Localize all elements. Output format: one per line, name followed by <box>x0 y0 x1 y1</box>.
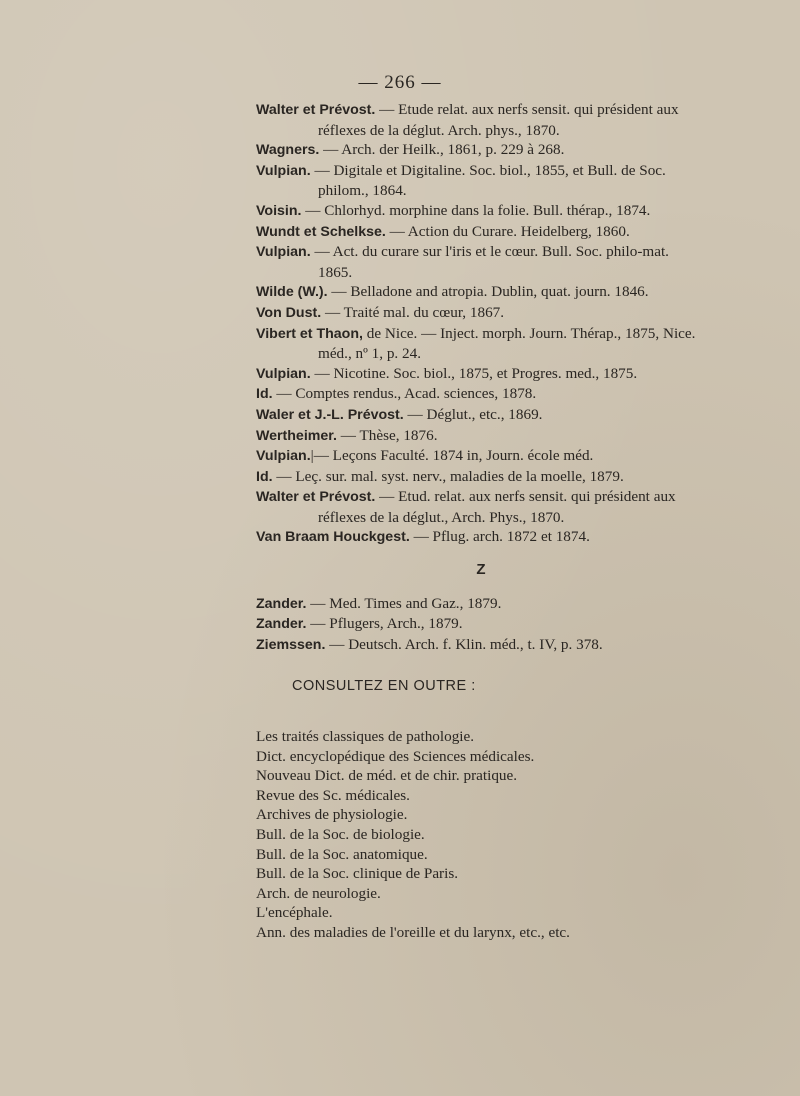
entry-text: |— Leçons Faculté. 1874 in, Journ. école méd. <box>310 447 594 465</box>
reference-item: Arch. de neurologie. <box>256 884 381 902</box>
section-letter-z: Z <box>476 561 486 579</box>
bibliography-entry <box>256 384 706 405</box>
bibliography-entry <box>256 446 706 467</box>
entry-author: Von Dust. <box>256 304 322 321</box>
bibliography-entries-v-w <box>256 100 706 548</box>
reference-list <box>256 727 706 943</box>
entry-author: Id. <box>256 386 273 403</box>
bibliography-entry <box>256 426 706 447</box>
entry-author: Waler et J.-L. Prévost. <box>256 406 404 423</box>
bibliography-entry <box>256 100 706 140</box>
bibliography-entry <box>256 594 706 615</box>
reference-item: Bull. de la Soc. clinique de Paris. <box>256 865 459 883</box>
entry-text: — Pflugers, Arch., 1879. <box>306 615 463 633</box>
entry-text: — Action du Curare. Heidelberg, 1860. <box>385 222 630 240</box>
bibliography <box>256 100 706 943</box>
page-number: — 266 — <box>358 72 442 93</box>
entry-text: — Traité mal. du cœur, 1867. <box>321 303 505 321</box>
entry-text: — Etud. relat. aux nerfs sensit. qui président aux réflexes de la déglut., Arch. Phys., 1870. <box>318 488 676 526</box>
reference-item: Bull. de la Soc. anatomique. <box>256 845 428 863</box>
entry-author: Vibert et Thaon, <box>256 325 363 342</box>
entry-author: Wundt et Schelkse. <box>256 223 386 240</box>
entry-text: — Pflug. arch. 1872 et 1874. <box>409 528 590 546</box>
bibliography-entry <box>256 527 706 548</box>
bibliography-entry <box>256 140 706 161</box>
reference-item: Bull. de la Soc. de biologie. <box>256 826 425 843</box>
entry-author: Zander. <box>256 616 307 633</box>
reference-item: Archives de physiologie. <box>256 806 408 824</box>
bibliography-entries-z <box>256 594 706 656</box>
bibliography-entry <box>256 487 706 527</box>
bibliography-entry <box>256 201 706 222</box>
bibliography-entry <box>256 303 706 324</box>
entry-author: Wertheimer. <box>256 427 337 444</box>
bibliography-entry <box>256 242 706 282</box>
bibliography-entry <box>256 222 706 243</box>
reference-item: L'encéphale. <box>256 904 333 922</box>
entry-text: — Chlorhyd. morphine dans la folie. Bull. thérap., 1874. <box>301 201 651 219</box>
consult-heading: CONSULTEZ EN OUTRE : <box>292 678 476 695</box>
entry-text: — Deutsch. Arch. f. Klin. méd., t. IV, p. 378. <box>325 635 603 653</box>
entry-text: — Arch. der Heilk., 1861, p. 229 à 268. <box>319 141 565 159</box>
bibliography-entry <box>256 405 706 426</box>
entry-author: Zander. <box>256 595 307 612</box>
bibliography-entry <box>256 614 706 635</box>
entry-author: Wagners. <box>256 142 320 159</box>
entry-text: — Etude relat. aux nerfs sensit. qui président aux réflexes de la déglut. Arch. phys., 1870. <box>318 101 679 139</box>
entry-text: — Thèse, 1876. <box>336 426 438 444</box>
bibliography-entry <box>256 364 706 385</box>
entry-text: de Nice. — Inject. morph. Journ. Thérap., 1875, Nice. méd., nº 1, p. 24. <box>318 324 696 363</box>
entry-author: Wilde (W.). <box>256 284 328 301</box>
entry-text: — Belladone and atropia. Dublin, quat. journ. 1846. <box>327 283 649 301</box>
entry-author: Vulpian. <box>256 365 311 382</box>
reference-item: Nouveau Dict. de méd. et de chir. pratique. <box>256 767 518 785</box>
reference-item: Dict. encyclopédique des Sciences médicales. <box>256 747 535 765</box>
entry-author: Walter et Prévost. <box>256 489 376 506</box>
reference-item: Revue des Sc. médicales. <box>256 786 410 804</box>
entry-author: Vulpian. <box>256 244 311 261</box>
entry-author: Walter et Prévost. <box>256 102 376 118</box>
bibliography-entry <box>256 467 706 488</box>
entry-author: Voisin. <box>256 202 302 219</box>
entry-text: — Nicotine. Soc. biol., 1875, et Progres. med., 1875. <box>310 364 638 382</box>
entry-text: — Déglut., etc., 1869. <box>403 405 543 423</box>
entry-author: Vulpian. <box>256 162 311 179</box>
entry-author: Ziemssen. <box>256 636 326 653</box>
reference-item: Ann. des maladies de l'oreille et du larynx, etc., etc. <box>256 923 570 941</box>
bibliography-entry <box>256 324 706 364</box>
entry-text: — Act. du curare sur l'iris et le cœur. Bull. Soc. philo-mat. 1865. <box>310 243 669 281</box>
entry-author: Id. <box>256 468 273 485</box>
entry-text: — Med. Times and Gaz., 1879. <box>306 594 502 612</box>
entry-author: Vulpian. <box>256 448 311 465</box>
reference-item: Les traités classiques de pathologie. <box>256 728 475 746</box>
entry-text: — Comptes rendus., Acad. sciences, 1878. <box>272 385 537 403</box>
bibliography-entry <box>256 635 706 656</box>
bibliography-entry <box>256 282 706 303</box>
entry-text: — Leç. sur. mal. syst. nerv., maladies de la moelle, 1879. <box>272 467 624 485</box>
bibliography-entry <box>256 161 706 201</box>
entry-author: Van Braam Houckgest. <box>256 529 410 546</box>
entry-text: — Digitale et Digitaline. Soc. biol., 1855, et Bull. de Soc. philom., 1864. <box>310 161 666 200</box>
